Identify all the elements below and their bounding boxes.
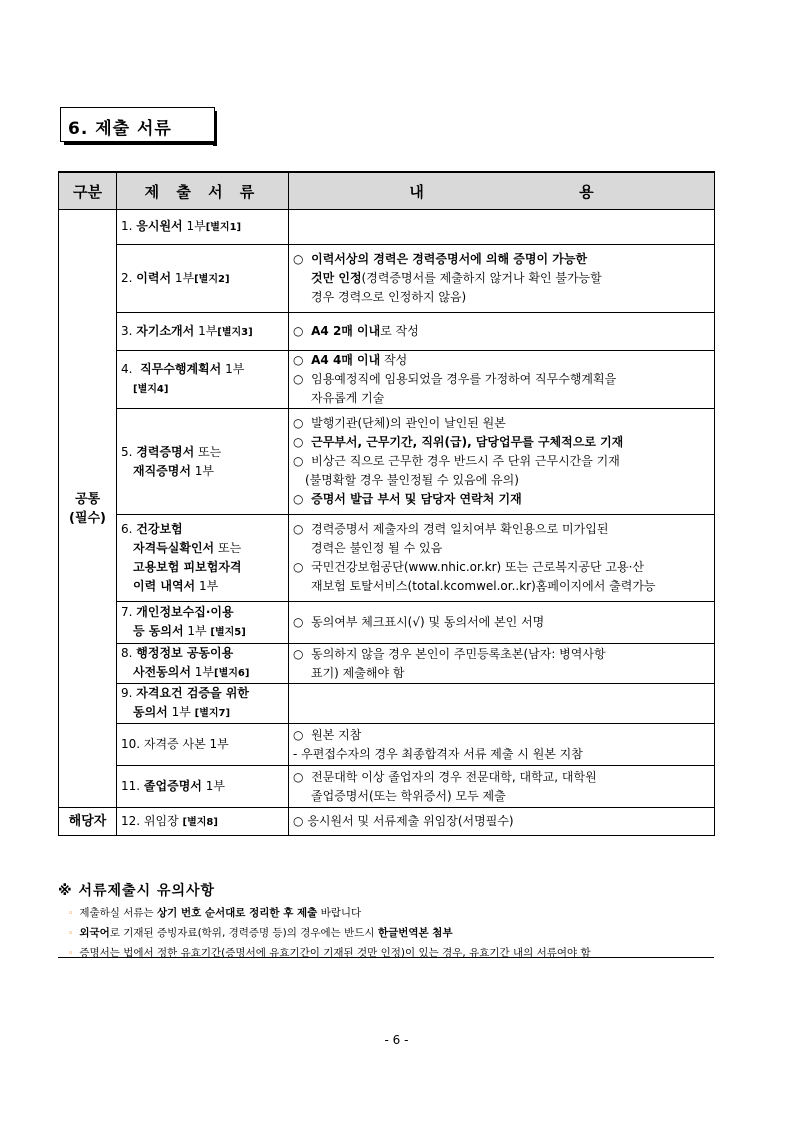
- content-resume: ○ 이력서상의 경력은 경력증명서에 의해 증명이 가능한 것만 인정(경력증명서를 제출하지 않거나 확인 불가능할 경우 경력으로 인정하지 않음): [289, 245, 715, 313]
- header-document: 제 출 서 류: [117, 172, 289, 210]
- doc-self-intro: 3. 자기소개서 1부[별지3]: [117, 313, 289, 351]
- content-license-copy: ○ 원본 지참 - 우편접수자의 경우 최종합격자 서류 제출 시 원본 지참: [289, 724, 715, 766]
- note-item: ◦ 제출하실 서류는 상기 번호 순서대로 정리한 후 제출 바랍니다: [68, 907, 362, 919]
- content-privacy-consent: ○ 동의여부 체크표시(√) 및 동의서에 본인 서명: [289, 602, 715, 644]
- table-row: [59, 245, 715, 313]
- content-insurance: ○ 경력증명서 제출자의 경력 일치여부 확인용으로 미가입된 경력은 불인정 될 수 있음 ○ 국민건강보험공단(www.nhic.or.kr) 또는 근로복지공단 고용·산 재보험 토탈서비스(total.kcomwel.or..kr)홈페이지에서 출력가능: [289, 515, 715, 602]
- doc-career-cert: 5. 경력증명서 또는 재직증명서 1부: [117, 409, 289, 515]
- table-row: [59, 684, 715, 724]
- content-career-cert: ○ 발행기관(단체)의 관인이 날인된 원본 ○ 근무부서, 근무기간, 직위(급), 담당업무를 구체적으로 기재 ○ 비상근 직으로 근무한 경우 반드시 주 단위 근무시간을 기재 (불명확할 경우 불인정될 수 있음에 유의) ○ 증명서 발급 부서 및 담당자 연락처 기재: [289, 409, 715, 515]
- doc-insurance: 6. 건강보험 자격득실확인서 또는 고용보험 피보험자격 이력 내역서 1부: [117, 515, 289, 602]
- page-number: - 6 -: [384, 1033, 409, 1047]
- table-row: [59, 313, 715, 351]
- doc-admin-info-consent: 8. 행정정보 공동이용 사전동의서 1부[별지6]: [117, 644, 289, 684]
- content-job-plan: ○ A4 4매 이내 작성 ○ 임용예정직에 임용되었을 경우를 가정하여 직무수행계획을 자유롭게 기술: [289, 351, 715, 409]
- note-item: ◦ 외국어로 기재된 증빙자료(학위, 경력증명 등)의 경우에는 반드시 한글번역본 첨부: [68, 927, 453, 939]
- table-row: [59, 724, 715, 766]
- notes-divider: [58, 957, 714, 958]
- doc-power-of-attorney: 12. 위임장 [별지8]: [117, 808, 289, 836]
- note-item: ◦ 증명서는 법에서 정한 유효기간(증명서에 유효기간이 기재된 것만 인정)이 있는 경우, 유효기간 내의 서류여야 함: [68, 947, 591, 959]
- doc-license-copy: 10. 자격증 사본 1부: [117, 724, 289, 766]
- table-row: [59, 515, 715, 602]
- header-content: 내 용: [289, 172, 715, 210]
- bullet-icon: ◦: [68, 949, 74, 959]
- table-row: [59, 409, 715, 515]
- group-applicable: 해당자: [59, 808, 117, 836]
- table-row: [59, 644, 715, 684]
- content-empty: [289, 684, 715, 724]
- table-row: [59, 766, 715, 808]
- content-empty: [289, 210, 715, 245]
- content-self-intro: ○ A4 2매 이내로 작성: [289, 313, 715, 351]
- table-row: [59, 602, 715, 644]
- table-row: [59, 808, 715, 836]
- doc-privacy-consent: 7. 개인정보수집·이용 등 동의서 1부 [별지5]: [117, 602, 289, 644]
- table-header-row: [59, 172, 715, 210]
- doc-job-plan: 4. 직무수행계획서 1부 [별지4]: [117, 351, 289, 409]
- content-power-of-attorney: ○ 응시원서 및 서류제출 위임장(서명필수): [289, 808, 715, 836]
- doc-graduation-cert: 11. 졸업증명서 1부: [117, 766, 289, 808]
- content-admin-info-consent: ○ 동의하지 않을 경우 본인이 주민등록초본(남자: 병역사항 표기) 제출해야 함: [289, 644, 715, 684]
- bullet-icon: ◦: [68, 929, 74, 939]
- section-title: 6. 제출 서류: [68, 119, 172, 139]
- content-graduation-cert: ○ 전문대학 이상 졸업자의 경우 전문대학, 대학교, 대학원 졸업증명서(또는 학위증서) 모두 제출: [289, 766, 715, 808]
- table-row: [59, 210, 715, 245]
- submission-notes: [58, 880, 714, 964]
- documents-table: [58, 171, 715, 836]
- notes-title: ※ 서류제출시 유의사항: [58, 883, 216, 899]
- header-category: 구분: [59, 172, 117, 210]
- doc-resume: 2. 이력서 1부[별지2]: [117, 245, 289, 313]
- doc-qualification-consent: 9. 자격요건 검증을 위한 동의서 1부 [별지7]: [117, 684, 289, 724]
- doc-application: 1. 응시원서 1부[별지1]: [117, 210, 289, 245]
- bullet-icon: ◦: [68, 909, 74, 919]
- table-row: [59, 351, 715, 409]
- group-common: 공통 (필수): [59, 210, 117, 808]
